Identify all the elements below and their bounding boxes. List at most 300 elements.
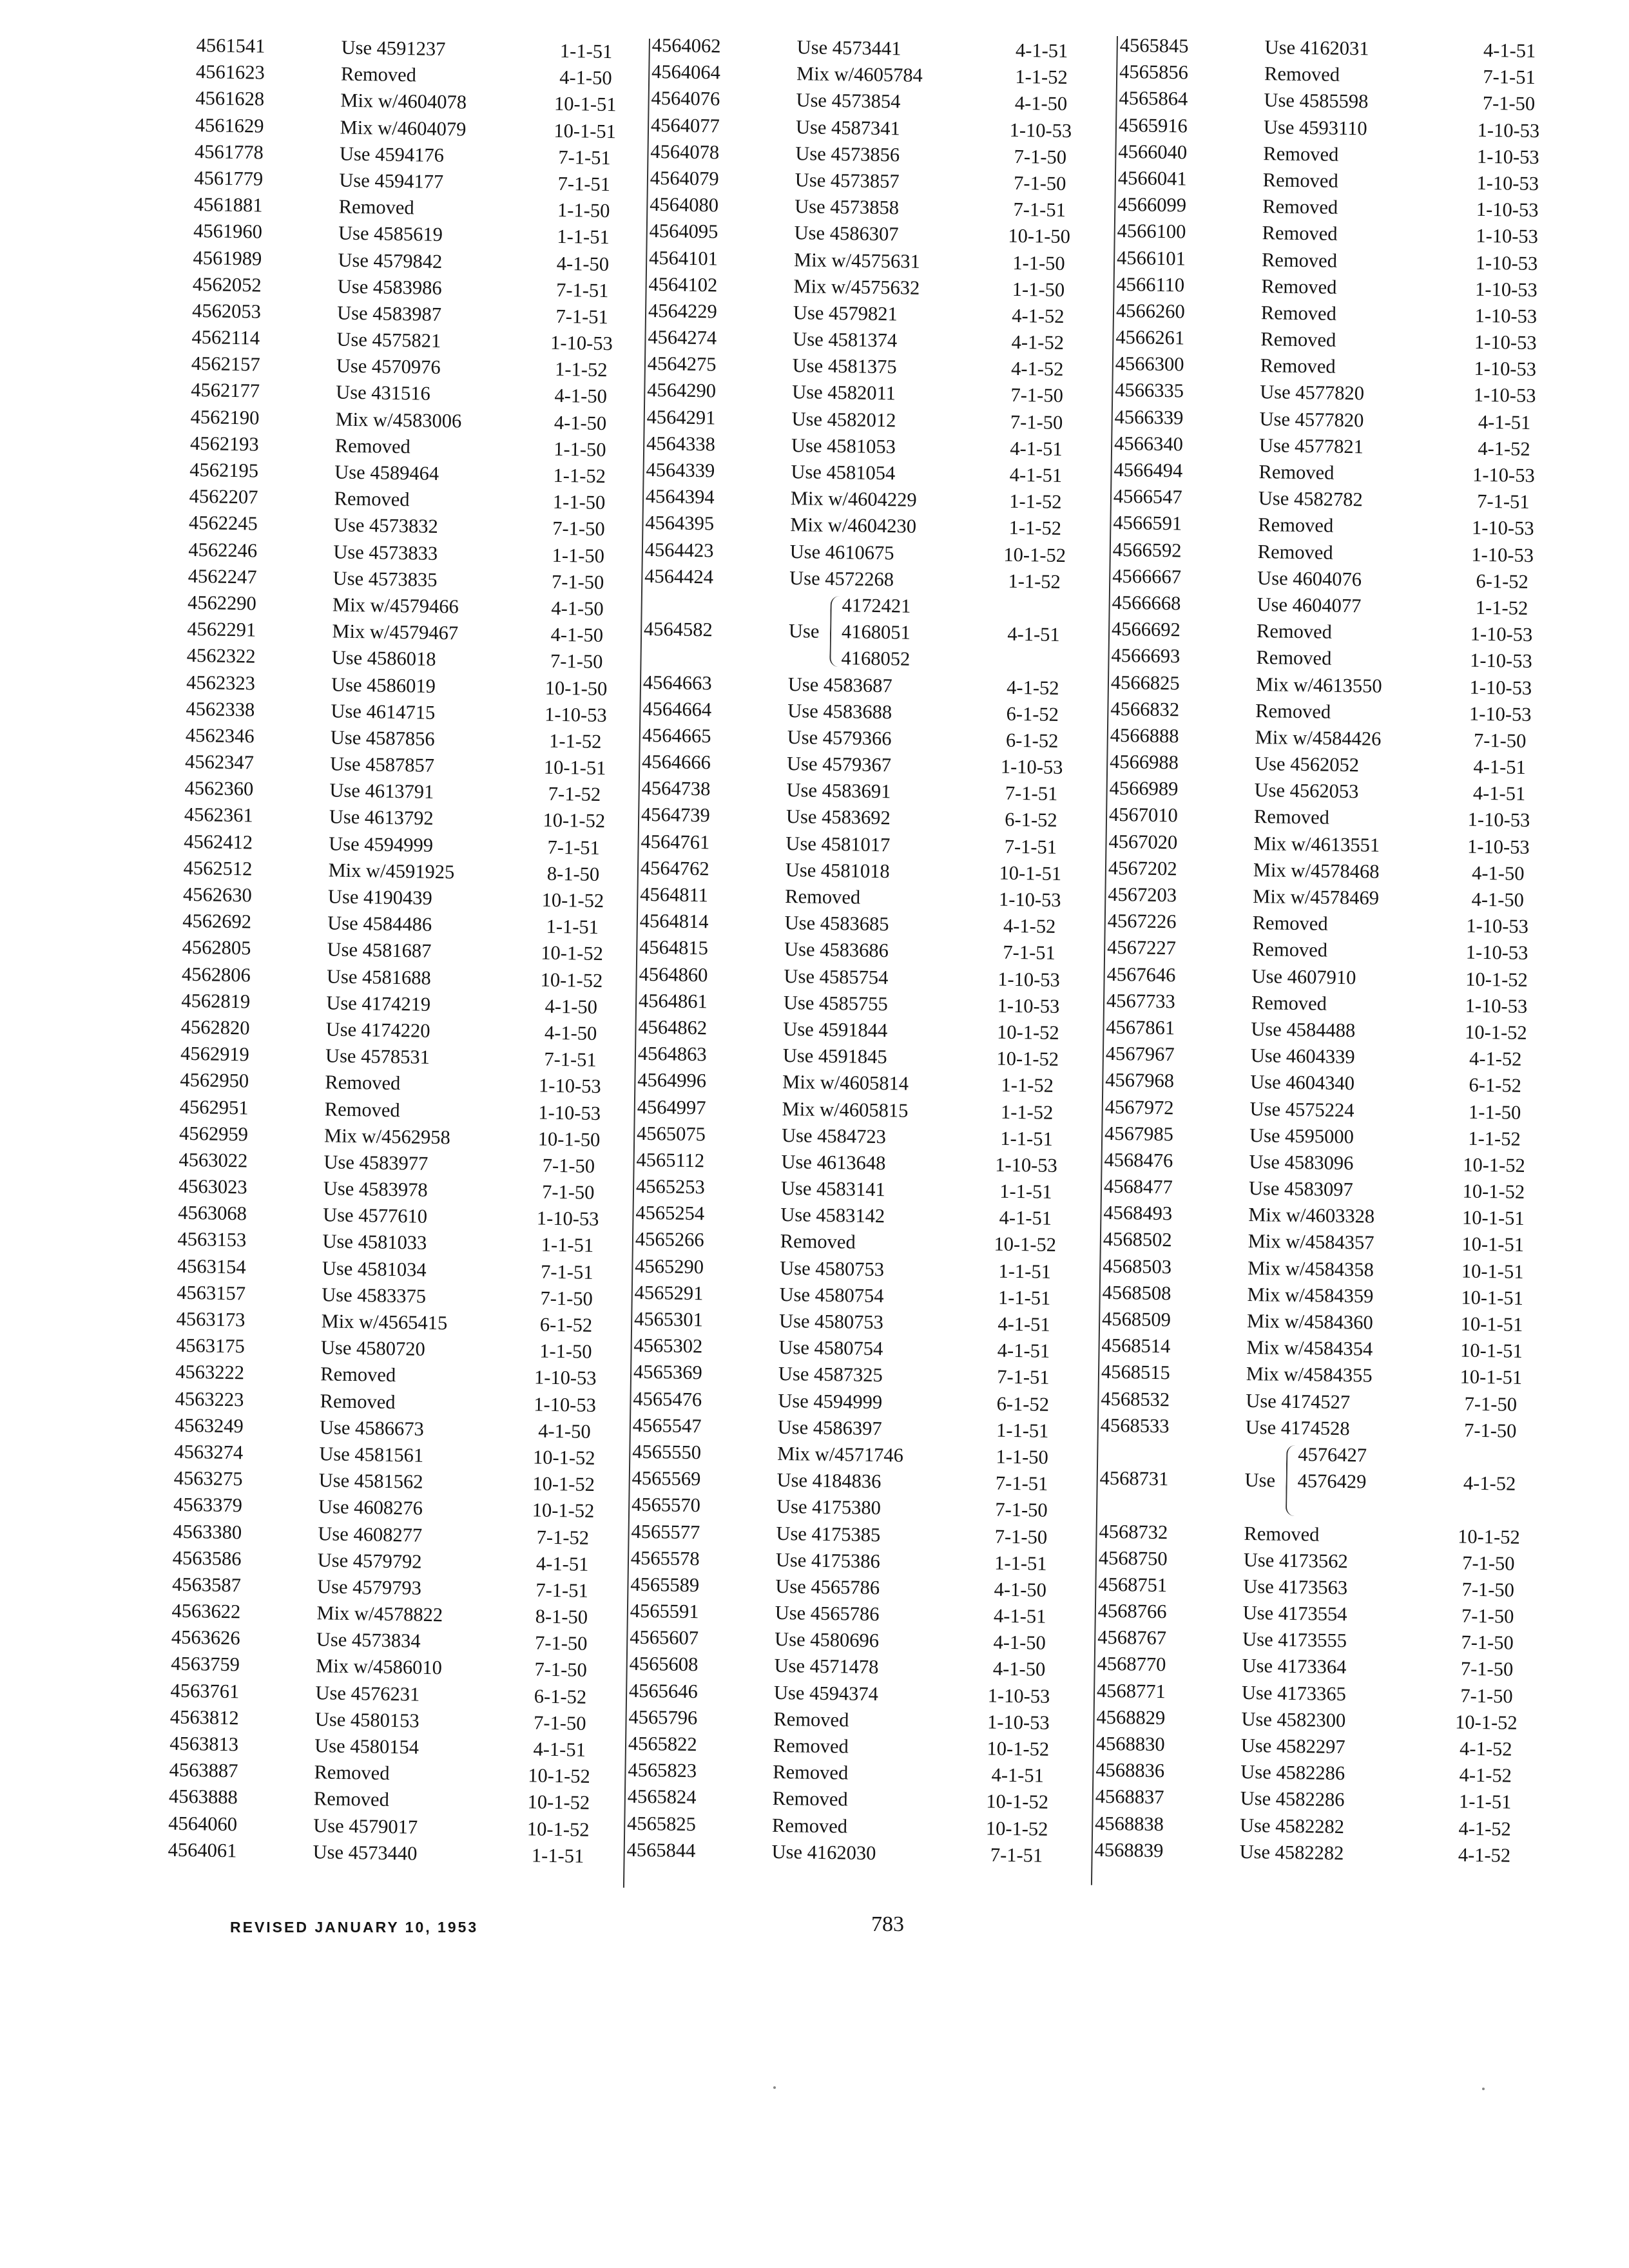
effective-date: 10-1-52 bbox=[1003, 543, 1066, 566]
disposition: Use 4577820 bbox=[1259, 381, 1365, 405]
effective-date: 1-1-52 bbox=[548, 729, 602, 753]
part-number: 4564860 bbox=[639, 963, 708, 986]
effective-date: 7-1-50 bbox=[1461, 1631, 1514, 1655]
part-number: 4562246 bbox=[188, 538, 258, 562]
disposition: Use 4591237 bbox=[341, 36, 446, 61]
brace-mark bbox=[1286, 1445, 1297, 1516]
disposition: Use 4584486 bbox=[327, 912, 432, 936]
effective-date: 7-1-51 bbox=[1013, 198, 1066, 222]
disposition: Use 4575224 bbox=[1249, 1097, 1354, 1121]
disposition: Use 4562052 bbox=[1254, 753, 1360, 776]
part-number: 4566988 bbox=[1109, 750, 1179, 774]
parts-row bbox=[178, 1120, 601, 1151]
disposition: Removed bbox=[1260, 301, 1337, 325]
parts-row bbox=[1108, 855, 1525, 885]
part-number: 4562412 bbox=[184, 830, 253, 854]
part-number: 4563888 bbox=[168, 1785, 238, 1809]
part-number: 4568508 bbox=[1102, 1281, 1171, 1305]
part-number: 4565825 bbox=[626, 1812, 697, 1835]
parts-row-multi bbox=[1099, 1439, 1516, 1519]
effective-date: 1-10-53 bbox=[538, 1074, 601, 1098]
effective-date: 1-10-53 bbox=[1476, 225, 1539, 248]
effective-date: 1-1-52 bbox=[553, 464, 606, 488]
effective-date: 1-10-53 bbox=[1476, 198, 1539, 222]
disposition: Removed bbox=[1258, 514, 1334, 537]
effective-date: 4-1-52 bbox=[1012, 304, 1065, 327]
effective-date: 1-10-53 bbox=[1467, 809, 1530, 832]
disposition: Use 4591845 bbox=[782, 1044, 887, 1068]
disposition: Use 4587856 bbox=[330, 726, 435, 750]
effective-date: 4-1-50 bbox=[1014, 92, 1068, 115]
disposition: Mix w/4605815 bbox=[782, 1097, 909, 1122]
disposition: Use 4173555 bbox=[1242, 1628, 1347, 1652]
disposition: Use 4579842 bbox=[338, 248, 443, 273]
effective-date: 10-1-52 bbox=[540, 968, 603, 992]
disposition: Removed bbox=[785, 885, 861, 908]
parts-row bbox=[648, 244, 1065, 274]
effective-date: 7-1-50 bbox=[540, 1287, 593, 1310]
part-number: 4567202 bbox=[1108, 856, 1177, 880]
disposition: Use 4582011 bbox=[791, 381, 896, 405]
part-number: 4562323 bbox=[186, 671, 256, 695]
disposition: Use 4580153 bbox=[314, 1708, 419, 1732]
parts-row bbox=[634, 1280, 1051, 1309]
parts-row bbox=[191, 298, 609, 328]
disposition: Removed bbox=[1260, 328, 1336, 351]
parts-row bbox=[628, 1731, 1050, 1760]
disposition: Use 4577610 bbox=[322, 1204, 428, 1228]
disposition: Use 4581018 bbox=[785, 858, 890, 883]
effective-date: 7-1-51 bbox=[555, 305, 609, 328]
parts-column-1 bbox=[168, 32, 617, 1867]
disposition: Mix w/4584360 bbox=[1246, 1309, 1374, 1334]
parts-row bbox=[1106, 961, 1528, 991]
effective-date: 7-1-51 bbox=[535, 1579, 589, 1602]
parts-row bbox=[191, 351, 608, 381]
effective-date: 4-1-52 bbox=[1003, 914, 1056, 938]
effective-date: 10-1-51 bbox=[999, 861, 1062, 885]
effective-date: 8-1-50 bbox=[546, 862, 600, 885]
part-number: 4564762 bbox=[640, 856, 709, 880]
part-number: 4568731 bbox=[1099, 1466, 1169, 1490]
part-number: 4561628 bbox=[195, 87, 265, 111]
replacement-part: 4168051 bbox=[841, 620, 911, 644]
effective-date: 4-1-52 bbox=[1459, 1763, 1512, 1787]
part-number: 4562338 bbox=[186, 697, 255, 721]
disposition: Use 4613648 bbox=[781, 1150, 886, 1175]
effective-date: 7-1-50 bbox=[1014, 145, 1067, 168]
effective-date: 10-1-51 bbox=[543, 756, 606, 780]
part-number: 4566300 bbox=[1115, 352, 1184, 376]
disposition: Use 4585754 bbox=[784, 965, 889, 988]
effective-date: 4-1-50 bbox=[1471, 861, 1525, 885]
replacement-list bbox=[841, 592, 911, 673]
part-number: 4562360 bbox=[184, 777, 254, 800]
effective-date: 6-1-52 bbox=[996, 1392, 1050, 1416]
disposition: Mix w/4584358 bbox=[1248, 1256, 1374, 1281]
disposition: Use 4583141 bbox=[780, 1177, 886, 1201]
effective-date: 7-1-51 bbox=[1005, 782, 1058, 805]
part-number: 4566260 bbox=[1115, 299, 1185, 323]
part-number: 4568770 bbox=[1097, 1653, 1166, 1676]
disposition: Use 4586673 bbox=[319, 1416, 425, 1440]
effective-date: 1-1-52 bbox=[1475, 596, 1528, 619]
parts-row bbox=[175, 1332, 592, 1363]
effective-date: 7-1-50 bbox=[1461, 1604, 1514, 1628]
part-number: 4568750 bbox=[1098, 1546, 1168, 1570]
disposition: Use 4594999 bbox=[328, 832, 434, 856]
effective-date: 1-1-52 bbox=[1008, 490, 1062, 514]
part-number: 4563380 bbox=[173, 1520, 242, 1543]
parts-row bbox=[171, 1598, 588, 1628]
disposition: Use 4570976 bbox=[336, 354, 441, 379]
part-number: 4565578 bbox=[630, 1546, 700, 1570]
part-number: 4567203 bbox=[1108, 883, 1177, 907]
disposition: Use 4580696 bbox=[774, 1628, 880, 1652]
disposition: Mix w/4578469 bbox=[1253, 885, 1380, 909]
part-number: 4566547 bbox=[1113, 485, 1182, 508]
parts-row bbox=[1108, 829, 1530, 858]
disposition: Use 4587325 bbox=[778, 1363, 883, 1387]
effective-date: 10-1-52 bbox=[996, 1021, 1059, 1044]
part-number: 4566100 bbox=[1117, 220, 1186, 243]
parts-row bbox=[184, 749, 606, 780]
effective-date: 4-1-50 bbox=[559, 66, 612, 90]
part-number: 4568751 bbox=[1098, 1573, 1168, 1597]
part-number: 4564814 bbox=[639, 910, 709, 933]
effective-date: 7-1-51 bbox=[555, 278, 609, 302]
disposition: Removed bbox=[1262, 222, 1338, 245]
part-number: 4562245 bbox=[188, 512, 258, 535]
parts-row bbox=[1105, 1067, 1522, 1097]
effective-date: 4-1-52 bbox=[1011, 331, 1065, 354]
disposition: Use 4584723 bbox=[781, 1124, 887, 1148]
parts-row bbox=[1119, 59, 1536, 89]
parts-row bbox=[627, 1783, 1049, 1814]
part-number: 4562193 bbox=[189, 432, 259, 456]
parts-row bbox=[1110, 696, 1532, 726]
disposition: Use 4604339 bbox=[1250, 1044, 1355, 1068]
parts-row bbox=[1104, 1120, 1521, 1150]
effective-date: 4-1-50 bbox=[538, 1419, 591, 1443]
effective-date: 10-1-52 bbox=[1457, 1525, 1520, 1548]
parts-row bbox=[1118, 139, 1539, 168]
parts-row bbox=[189, 457, 606, 488]
parts-row bbox=[639, 908, 1056, 938]
part-number: 4565864 bbox=[1119, 87, 1188, 110]
disposition: Mix w/4605784 bbox=[796, 62, 923, 87]
effective-date: 1-1-52 bbox=[1008, 570, 1061, 593]
parts-row bbox=[633, 1332, 1050, 1363]
effective-date: 1-10-53 bbox=[987, 1711, 1050, 1734]
effective-date: 4-1-51 bbox=[991, 1763, 1045, 1787]
part-number: 4564339 bbox=[646, 458, 715, 482]
part-number: 4565856 bbox=[1119, 61, 1189, 84]
part-number: 4564078 bbox=[650, 140, 720, 164]
part-number: 4563223 bbox=[175, 1387, 244, 1410]
disposition: Use 4583097 bbox=[1248, 1177, 1354, 1201]
disposition: Use 4581687 bbox=[327, 938, 432, 963]
part-number: 4567968 bbox=[1105, 1069, 1175, 1092]
disposition: Removed bbox=[334, 487, 410, 511]
replacement-group bbox=[788, 591, 911, 671]
parts-row bbox=[177, 1253, 593, 1283]
part-number: 4563813 bbox=[169, 1732, 239, 1756]
effective-date: 1-10-53 bbox=[1473, 384, 1536, 407]
part-number: 4561881 bbox=[193, 193, 263, 216]
disposition: Mix w/4584355 bbox=[1246, 1363, 1373, 1387]
part-number: 4565844 bbox=[626, 1838, 696, 1861]
parts-row bbox=[642, 696, 1059, 726]
disposition: Use 4595000 bbox=[1249, 1124, 1354, 1148]
disposition: Use 4594176 bbox=[339, 142, 445, 166]
effective-date: 10-1-52 bbox=[527, 1791, 590, 1814]
parts-row bbox=[1119, 32, 1536, 62]
effective-date: 7-1-52 bbox=[536, 1526, 590, 1549]
parts-row bbox=[650, 139, 1067, 168]
disposition: Removed bbox=[1261, 248, 1338, 272]
parts-row bbox=[1094, 1837, 1511, 1867]
disposition: Removed bbox=[1257, 540, 1333, 564]
effective-date: 4-1-51 bbox=[533, 1738, 586, 1761]
effective-date: 1-10-53 bbox=[1472, 463, 1535, 487]
part-number: 4563068 bbox=[177, 1202, 247, 1225]
disposition: Removed bbox=[773, 1761, 849, 1784]
effective-date: 1-1-50 bbox=[1012, 278, 1065, 301]
disposition: Removed bbox=[1253, 805, 1330, 829]
parts-row bbox=[183, 855, 600, 885]
effective-date: 4-1-51 bbox=[997, 1339, 1050, 1363]
part-number: 4565254 bbox=[635, 1202, 705, 1225]
disposition: Use 4581561 bbox=[319, 1443, 424, 1466]
disposition: Use 4586019 bbox=[331, 673, 436, 697]
parts-row bbox=[189, 430, 606, 461]
disposition: Use 4173554 bbox=[1242, 1601, 1347, 1626]
parts-row-multi bbox=[643, 590, 1060, 670]
disposition: Use 4174527 bbox=[1246, 1389, 1351, 1413]
disposition: Removed bbox=[314, 1761, 390, 1785]
parts-row bbox=[648, 298, 1065, 327]
disposition: Use 4565786 bbox=[775, 1575, 880, 1599]
part-number: 4562177 bbox=[191, 379, 260, 403]
effective-date: 10-1-52 bbox=[1464, 1021, 1527, 1044]
disposition: Removed bbox=[1255, 699, 1331, 723]
disposition: Removed bbox=[771, 1814, 848, 1838]
disposition: Use 4579793 bbox=[316, 1575, 422, 1599]
part-number: 4566989 bbox=[1109, 777, 1179, 800]
parts-row bbox=[636, 1147, 1058, 1177]
part-number: 4566667 bbox=[1112, 564, 1182, 588]
parts-row bbox=[646, 404, 1063, 434]
effective-date: 4-1-51 bbox=[1472, 782, 1526, 805]
disposition: Use 4573858 bbox=[795, 195, 900, 219]
effective-date: 7-1-50 bbox=[542, 1154, 595, 1177]
effective-date: 1-10-53 bbox=[1009, 119, 1072, 142]
effective-date: 1-1-50 bbox=[539, 1340, 592, 1363]
disposition: Use 4608277 bbox=[318, 1522, 423, 1546]
parts-row bbox=[650, 165, 1066, 195]
disposition: Use 4593110 bbox=[1263, 115, 1367, 139]
effective-date: 10-1-52 bbox=[528, 1764, 591, 1788]
parts-row bbox=[181, 988, 598, 1018]
disposition: Use 4562053 bbox=[1254, 779, 1359, 803]
parts-row bbox=[1113, 430, 1530, 460]
parts-row bbox=[171, 1571, 589, 1602]
disposition: Removed bbox=[1251, 938, 1328, 962]
effective-date: 10-1-51 bbox=[1460, 1339, 1523, 1363]
disposition: Use 4582782 bbox=[1258, 487, 1363, 511]
parts-row bbox=[169, 1704, 586, 1735]
effective-date: 10-1-51 bbox=[554, 119, 617, 142]
disposition: Mix w/4613550 bbox=[1255, 673, 1382, 697]
parts-row bbox=[190, 404, 607, 434]
effective-date: 7-1-51 bbox=[544, 1048, 597, 1072]
effective-date: 7-1-51 bbox=[557, 172, 611, 196]
disposition: Use 4594177 bbox=[339, 169, 444, 193]
parts-row bbox=[171, 1624, 588, 1655]
effective-date: 10-1-52 bbox=[532, 1499, 595, 1523]
effective-date: 1-1-51 bbox=[557, 226, 610, 249]
parts-row bbox=[1097, 1624, 1514, 1655]
parts-row bbox=[172, 1544, 589, 1575]
parts-row bbox=[173, 1492, 595, 1523]
part-number: 4566591 bbox=[1113, 512, 1182, 535]
effective-date: 6-1-52 bbox=[1005, 729, 1059, 752]
part-number: 4564863 bbox=[637, 1043, 707, 1066]
replacement-part: 4172421 bbox=[842, 594, 911, 617]
disposition: Mix w/4605814 bbox=[782, 1071, 909, 1095]
disposition: Removed bbox=[1262, 169, 1338, 192]
part-number: 4566692 bbox=[1111, 618, 1181, 641]
disposition: Use 4608276 bbox=[318, 1495, 423, 1520]
effective-date: 1-1-52 bbox=[1008, 517, 1062, 540]
part-number: 4564076 bbox=[651, 87, 720, 110]
parts-row bbox=[639, 934, 1055, 965]
effective-date: 7-1-50 bbox=[1461, 1578, 1515, 1601]
parts-row bbox=[640, 881, 1061, 912]
parts-row bbox=[1095, 1757, 1512, 1787]
part-number: 4561629 bbox=[195, 113, 264, 137]
part-number: 4561623 bbox=[195, 61, 265, 84]
part-number: 4564274 bbox=[648, 326, 717, 349]
parts-row bbox=[186, 669, 608, 700]
parts-row bbox=[633, 1359, 1050, 1389]
disposition: Use 4594999 bbox=[778, 1389, 883, 1413]
parts-row bbox=[1101, 1359, 1523, 1389]
disposition: Use 4162031 bbox=[1264, 36, 1369, 60]
parts-row bbox=[647, 377, 1064, 407]
effective-date: 1-1-52 bbox=[1468, 1127, 1521, 1150]
effective-date: 10-1-52 bbox=[532, 1446, 595, 1469]
disposition: Use 4174528 bbox=[1245, 1416, 1350, 1439]
effective-date: 4-1-52 bbox=[1459, 1737, 1512, 1760]
disposition: Mix w/4604078 bbox=[340, 89, 467, 113]
part-number: 4564666 bbox=[641, 750, 711, 774]
part-number: 4562346 bbox=[185, 724, 255, 747]
disposition: Mix w/4571746 bbox=[776, 1442, 904, 1466]
disposition: Use 4614715 bbox=[331, 700, 436, 724]
disposition: Use 4174219 bbox=[326, 992, 431, 1015]
part-number: 4564424 bbox=[644, 564, 714, 588]
effective-date: 7-1-50 bbox=[550, 650, 603, 673]
part-number: 4565570 bbox=[631, 1494, 701, 1517]
parts-row bbox=[1114, 404, 1531, 434]
disposition: Use 4586018 bbox=[331, 646, 436, 671]
disposition: Use 4573833 bbox=[333, 540, 438, 564]
part-number: 4564394 bbox=[645, 485, 715, 508]
disposition: Mix w/4565415 bbox=[321, 1310, 448, 1334]
effective-date: 7-1-51 bbox=[990, 1843, 1043, 1867]
part-number: 4565646 bbox=[628, 1679, 699, 1702]
disposition: Use 4580753 bbox=[778, 1309, 884, 1334]
part-number: 4564079 bbox=[650, 166, 719, 190]
parts-row bbox=[1112, 563, 1529, 593]
part-number: 4565301 bbox=[633, 1307, 704, 1331]
disposition: Removed bbox=[320, 1389, 396, 1413]
part-number: 4566041 bbox=[1117, 166, 1187, 190]
disposition: Use 4604076 bbox=[1257, 566, 1362, 591]
disposition: Use 4173364 bbox=[1242, 1655, 1347, 1678]
disposition: Use bbox=[788, 619, 820, 642]
parts-row bbox=[193, 218, 610, 249]
disposition: Use 4583977 bbox=[323, 1151, 429, 1175]
effective-date: 1-10-53 bbox=[1470, 622, 1533, 646]
disposition: Mix w/4584426 bbox=[1255, 726, 1382, 750]
disposition: Mix w/4604079 bbox=[340, 116, 467, 140]
part-number: 4566693 bbox=[1111, 644, 1181, 668]
part-number: 4562512 bbox=[183, 856, 253, 880]
parts-row bbox=[651, 32, 1068, 62]
effective-date: 10-1-52 bbox=[994, 1233, 1057, 1256]
part-number: 4566668 bbox=[1112, 591, 1181, 615]
disposition: Use 4582012 bbox=[791, 407, 896, 431]
part-number: 4565796 bbox=[628, 1706, 698, 1729]
effective-date: 1-10-53 bbox=[550, 331, 613, 355]
parts-row bbox=[1101, 1306, 1523, 1336]
effective-date: 1-1-51 bbox=[1000, 1127, 1053, 1150]
parts-row bbox=[626, 1810, 1048, 1840]
part-number: 4564738 bbox=[641, 777, 711, 800]
disposition: Use 4580154 bbox=[314, 1735, 419, 1758]
disposition: Use 4578531 bbox=[325, 1044, 430, 1069]
parts-column-2 bbox=[626, 32, 1072, 1867]
effective-date: 7-1-50 bbox=[534, 1658, 588, 1682]
part-number: 4562919 bbox=[180, 1042, 250, 1066]
parts-row bbox=[168, 1810, 590, 1841]
part-number: 4568836 bbox=[1095, 1758, 1165, 1782]
parts-row bbox=[169, 1731, 586, 1761]
disposition: Use 4175385 bbox=[776, 1522, 881, 1546]
effective-date: 10-1-52 bbox=[996, 1047, 1059, 1071]
effective-date: 1-10-53 bbox=[534, 1393, 597, 1416]
part-number: 4564077 bbox=[650, 113, 720, 137]
part-number: 4562247 bbox=[188, 564, 257, 588]
disposition: Use 4613791 bbox=[329, 779, 434, 803]
disposition: Mix w/4578468 bbox=[1253, 858, 1380, 883]
disposition: Use 4581017 bbox=[786, 832, 891, 856]
parts-row bbox=[173, 1465, 595, 1496]
effective-date: 1-1-51 bbox=[998, 1260, 1052, 1283]
effective-date: 10-1-51 bbox=[1461, 1206, 1525, 1230]
replacement-group bbox=[1244, 1441, 1367, 1521]
revision-footer: REVISED JANUARY 10, 1953 bbox=[230, 1919, 479, 1936]
disposition: Mix w/4562958 bbox=[323, 1124, 451, 1149]
part-number: 4563222 bbox=[175, 1361, 245, 1384]
parts-row bbox=[628, 1677, 1050, 1707]
part-number: 4567861 bbox=[1106, 1015, 1175, 1039]
effective-date: 10-1-51 bbox=[1461, 1286, 1524, 1309]
part-number: 4565607 bbox=[629, 1626, 699, 1649]
